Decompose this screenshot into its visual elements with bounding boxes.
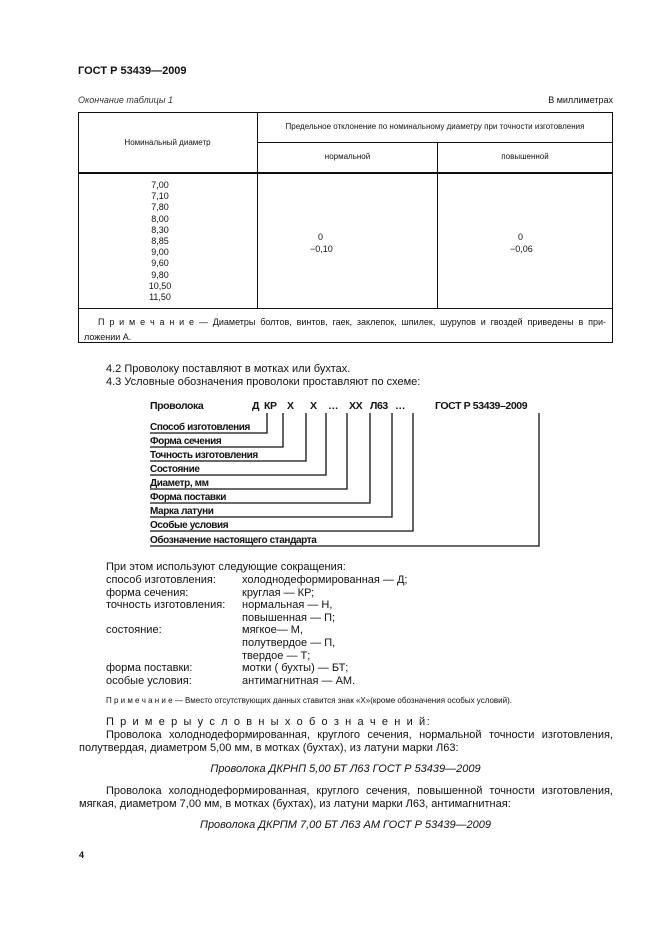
note-label: П р и м е ч а н и е <box>106 696 173 705</box>
abbr-value: твердое — Т; <box>242 649 311 662</box>
scheme-code: Л63 <box>370 400 388 412</box>
scheme-label: Точность изготовления <box>150 450 258 461</box>
scheme-code: Х <box>310 400 317 412</box>
abbreviations-note <box>106 696 512 706</box>
example-2-designation: Проволока ДКРПМ 7,00 БТ Л63 АМ ГОСТ Р 53439—2009 <box>199 819 492 831</box>
scheme-name: Проволока <box>150 400 204 412</box>
scheme-label: Способ изготовления <box>150 422 250 433</box>
abbr-value: нормальная — Н, <box>242 599 333 612</box>
note-text: — Диаметры болтов, винтов, гаек, заклепок, шпилек, шурупов и гвоздей приведены в при- <box>198 317 606 327</box>
abbr-value: мотки ( бухты) — БТ; <box>242 662 349 675</box>
scheme-code: … <box>328 400 339 412</box>
abbr-value: мягкое— М, <box>242 624 303 637</box>
abbr-term: форма сечения: <box>106 586 189 599</box>
diameter-value: 7,10 <box>151 191 169 202</box>
example-2-text-continued: мягкая, диаметром 7,00 мм, в мотках (бухтах), из латуни марки Л63, антимагнитная: <box>79 798 511 810</box>
table-units: В миллиметрах <box>548 95 613 105</box>
diameter-value: 9,60 <box>151 258 169 269</box>
lower-deviation: −0,10 <box>310 244 333 254</box>
diameter-value: 8,85 <box>151 236 169 247</box>
header-nominal-diameter: Номинальный диаметр <box>124 138 211 147</box>
header-limit-deviation: Предельное отклонение по номинальному диаметру при точности изготовления <box>285 122 585 131</box>
example-2-text: Проволока холоднодеформированная, круглого сечения, повышенной точности изготовления, <box>106 785 613 797</box>
scheme-code: КР <box>264 400 277 412</box>
upper-deviation: 0 <box>518 232 524 242</box>
table-caption: Окончание таблицы 1 <box>78 95 173 105</box>
abbr-term: форма поставки: <box>106 662 193 675</box>
scheme-code: … <box>395 400 406 412</box>
example-1-text: Проволока холоднодеформированная, круглого сечения, нормальной точности изготовления, <box>106 729 613 741</box>
abbr-value: полутвердое — П, <box>242 636 336 649</box>
diameter-value: 8,30 <box>151 224 169 235</box>
document-title: ГОСТ Р 53439—2009 <box>78 65 187 77</box>
clause-4-3: 4.3 Условные обозначения проволоки проставляют по схеме: <box>106 376 421 388</box>
scheme-code: ХХ <box>349 400 363 412</box>
header-high: повышенной <box>501 152 549 161</box>
page-number: 4 <box>79 850 85 860</box>
abbr-value: антимагнитная — АМ. <box>242 674 356 687</box>
diameter-value: 8,00 <box>151 213 169 224</box>
diameter-value: 9,00 <box>151 247 169 258</box>
lower-deviation: −0,06 <box>510 244 533 254</box>
scheme-label: Диаметр, мм <box>150 478 209 489</box>
abbr-term: способ изготовления: <box>106 574 216 586</box>
abbr-value: холоднодеформированная — Д; <box>242 574 408 586</box>
scheme-label: Особые условия <box>150 520 229 531</box>
diameter-value: 9,80 <box>151 269 169 280</box>
abbr-term: особые условия: <box>106 674 192 687</box>
abbr-term: состояние: <box>106 624 162 637</box>
note-label: П р и м е ч а н и е <box>98 317 195 327</box>
scheme-standard: ГОСТ Р 53439–2009 <box>435 400 528 412</box>
scheme-label: Обозначение настоящего стандарта <box>150 535 317 546</box>
scheme-label: Состояние <box>150 464 200 475</box>
abbr-term: точность изготовления: <box>106 599 226 612</box>
examples-heading: П р и м е р ы у с л о в н ы х о б о з н а ч е н и й: <box>106 716 432 728</box>
upper-deviation: 0 <box>318 232 324 242</box>
diameter-value: 7,00 <box>151 180 169 190</box>
scheme-code: Д <box>252 400 260 412</box>
diameter-value: 10,50 <box>148 280 172 291</box>
example-1-text-continued: полутвердая, диаметром 5,00 мм, в мотках (бухтах), из латуни марки Л63: <box>79 742 459 754</box>
header-normal: нормальной <box>324 152 371 161</box>
abbr-value: повышенная — П; <box>242 611 336 624</box>
example-1-designation: Проволока ДКРНП 5,00 БТ Л63 ГОСТ Р 53439—2009 <box>210 763 481 775</box>
scheme-label: Форма сечения <box>150 436 222 447</box>
abbreviations-list <box>106 574 408 687</box>
scheme-code: Х <box>287 400 294 412</box>
diameter-value: 11,50 <box>149 292 171 303</box>
diameter-value: 7,80 <box>151 202 169 213</box>
table-note-continuation: ложении А. <box>84 332 132 342</box>
abbr-value: круглая — КР; <box>242 586 315 599</box>
note-text: — Вместо отсутствующих данных ставится знак «Х»(кроме обозначения особых условий). <box>174 696 512 705</box>
scheme-label: Форма поставки <box>150 492 226 503</box>
abbreviations-intro: При этом используют следующие сокращения: <box>106 561 346 573</box>
clause-4-2: 4.2 Проволоку поставляют в мотках или бухтах. <box>106 363 351 375</box>
scheme-label: Марка латуни <box>150 506 214 517</box>
